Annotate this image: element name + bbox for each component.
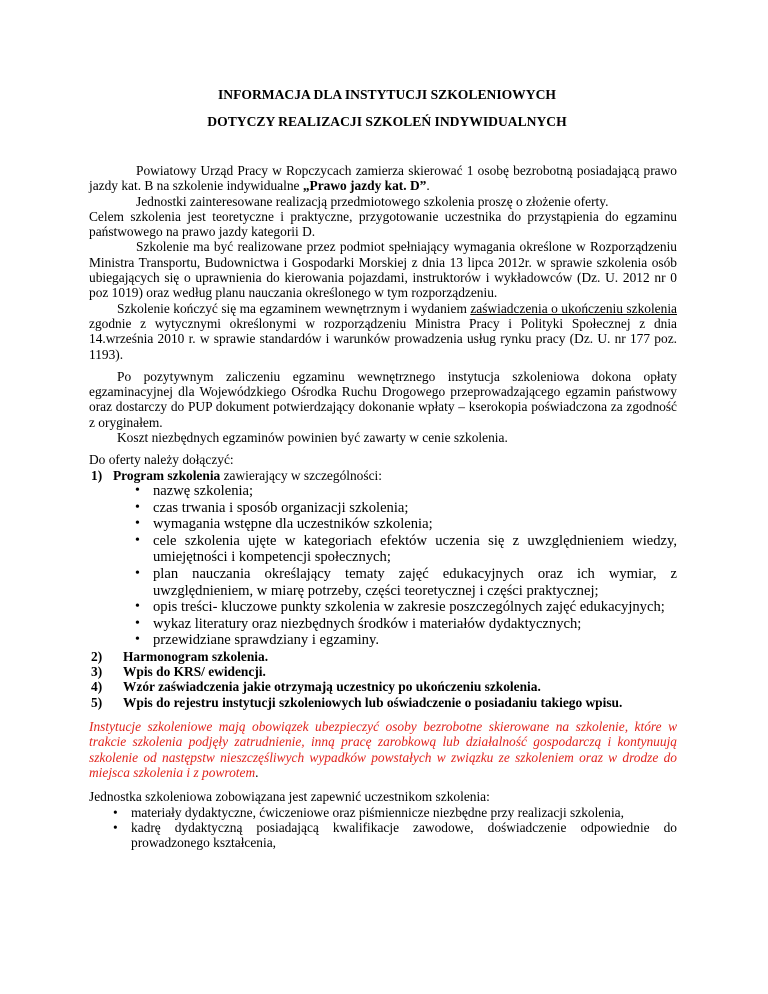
attachment-item-text: Wpis do rejestru instytucji szkoleniowych lub oświadczenie o posiadaniu takiego wpisu. (123, 694, 623, 710)
attachment-item-number: 4) (91, 679, 103, 695)
intro-p1-text: Powiatowy Urząd Pracy w Ropczycach zamierza skierować 1 osobę bezrobotną posiadającą prawo jazdy kat. B na szkolenie indywidualne (89, 163, 677, 194)
list-item: • plan nauczania określający tematy zajęć edukacyjnych oraz ich wymiar, z uwzględnieniem, w miarę potrzeby, części teoretycznej i części praktycznej; (135, 566, 677, 599)
attachment-item-text: Wpis do KRS/ ewidencji. (123, 664, 266, 680)
intro-paragraph-5 (89, 301, 677, 362)
list-item: • opis treści- kluczowe punkty szkolenia w zakresie poszczególnych zajęć edukacyjnych; (135, 599, 677, 616)
attachment-item-3 (91, 664, 677, 679)
intro-p5-end: zgodnie z wytycznymi określonymi w rozporządzeniu Ministra Pracy i Polityki Społecznej z dnia 14.września 2010 r. w sprawie standardów i warunków prowadzenia usług rynku pracy (Dz. U. nr 177 poz. 1193). (89, 315, 677, 362)
attachments-list (89, 468, 677, 483)
document-body (89, 163, 677, 850)
attachment-item-number: 5) (91, 694, 103, 710)
attachment-item-1-bold: Program szkolenia (113, 467, 221, 483)
list-item: • czas trwania i sposób organizacji szkolenia; (135, 500, 677, 517)
document-title-line1: INFORMACJA DLA INSTYTUCJI SZKOLENIOWYCH (217, 87, 556, 102)
list-item: • cele szkolenia ujęte w kategoriach efektów uczenia się z uwzględnieniem wiedzy, umiejętności i kompetencji społecznych; (135, 533, 677, 566)
attachment-item-1 (91, 468, 677, 483)
attachment-item-4 (91, 679, 677, 694)
list-item: • wykaz literatury oraz niezbędnych środków i materiałów dydaktycznych; (135, 616, 677, 633)
list-item: • nazwę szkolenia; (135, 483, 677, 500)
intro-paragraph-2: Jednostki zainteresowane realizacją przedmiotowego szkolenia proszę o złożenie oferty. (136, 193, 609, 209)
document-title-line2: DOTYCZY REALIZACJI SZKOLEŃ INDYWIDUALNYCH (207, 114, 567, 129)
attachment-item-number: 3) (91, 664, 103, 680)
intro-p5-start: Szkolenie kończyć się ma egzaminem wewnętrznym i wydaniem (117, 300, 471, 316)
course-name: „Prawo jazdy kat. D” (302, 178, 427, 194)
attachments-list-continued (89, 649, 677, 710)
insurance-notice (89, 719, 677, 780)
attachments-lead: Do oferty należy dołączyć: (89, 452, 234, 468)
attachment-item-number: 2) (91, 648, 103, 664)
intro-paragraph-3: Celem szkolenia jest teoretyczne i praktyczne, przygotowanie uczestnika do przystąpienia do egzaminu państwowego na prawo jazdy kategorii D. (89, 208, 677, 240)
intro-paragraph-4: Szkolenie ma być realizowane przez podmiot spełniający wymagania określone w Rozporządzeniu Ministra Transportu, Budownictwa i Gospodarki Morskiej z dnia 13 lipca 2012r. w sprawie szkolenia osób ubiegających się o uprawnienia do kierowania pojazdami, instruktorów i wykładowców (Dz. U. 2012 nr 0 poz 1019) oraz według planu nauczania określonego w tym rozporządzeniu. (89, 239, 677, 301)
intro-p1-end: . (426, 178, 430, 194)
list-item: • wymagania wstępne dla uczestników szkolenia; (135, 516, 677, 533)
program-requirements-list (89, 483, 677, 649)
list-item: • przewidziane sprawdziany i egzaminy. (135, 632, 677, 649)
obligations-lead: Jednostka szkoleniowa zobowiązana jest zapewnić uczestnikom szkolenia: (89, 789, 490, 805)
insurance-notice-text: Instytucje szkoleniowe mają obowiązek ubezpieczyć osoby bezrobotne skierowane na szkolenie, które w trakcie szkolenia podjęły zatrudnienie, inną pracę zarobkową lub działalność gospodarczą i kontynuują szkolenie od następstw nieszczęśliwych wypadków powstałych w związku ze szkoleniem oraz w drodze do miejsca szkolenia i z powrotem (89, 719, 677, 780)
insurance-notice-end: . (255, 764, 259, 780)
attachment-item-2 (91, 649, 677, 664)
intro-paragraph-1 (89, 163, 677, 194)
obligations-list (89, 805, 677, 851)
intro-paragraph-6: Po pozytywnym zaliczeniu egzaminu wewnętrznego instytucja szkoleniowa dokona opłaty egzaminacyjnej dla Wojewódzkiego Ośrodka Ruchu Drogowego przeprowadzającego egzamin państwowy oraz dostarczy do PUP dokument potwierdzający dokonanie wpłaty – kserokopia poświadczona za zgodność z oryginałem. (89, 368, 677, 430)
attachment-item-text: Harmonogram szkolenia. (123, 648, 269, 664)
certificate-underline-text: zaświadczenia o ukończeniu szkolenia (470, 300, 677, 316)
attachment-item-text: Wzór zaświadczenia jakie otrzymają uczestnicy po ukończeniu szkolenia. (123, 679, 541, 695)
intro-paragraph-7: Koszt niezbędnych egzaminów powinien być zawarty w cenie szkolenia. (117, 430, 508, 446)
attachment-item-1-rest: zawierający w szczególności: (220, 467, 382, 483)
list-item: • kadrę dydaktyczną posiadającą kwalifikacje zawodowe, doświadczenie odpowiednie do prowadzonego kształcenia, (113, 820, 677, 851)
attachment-item-number: 1) (91, 467, 103, 483)
attachment-item-5 (91, 695, 677, 710)
list-item: • materiały dydaktyczne, ćwiczeniowe oraz piśmiennicze niezbędne przy realizacji szkolenia, (113, 805, 677, 820)
